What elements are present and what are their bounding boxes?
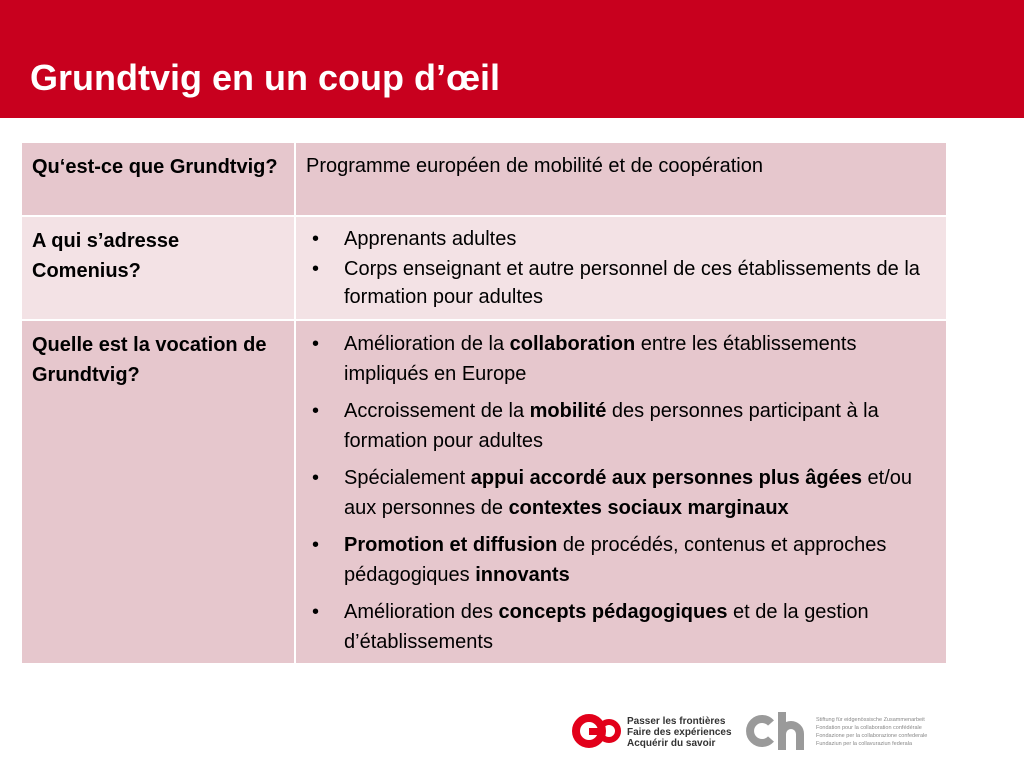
bullet-text: et/ou aux personnes de bbox=[344, 467, 913, 519]
go-tagline-line: Faire des expériences bbox=[627, 727, 732, 738]
bullet-item: • Apprenants adultes bbox=[306, 225, 936, 253]
bullet-emphasis: innovants bbox=[475, 564, 570, 586]
footer-logos bbox=[570, 708, 970, 758]
bullet-list bbox=[306, 225, 936, 311]
go-tagline-line: Passer les frontières bbox=[627, 716, 726, 727]
ch-logo bbox=[744, 708, 808, 754]
bullet-text: Amélioration des bbox=[344, 601, 499, 623]
bullet-emphasis: mobilité bbox=[529, 400, 607, 422]
ch-text-line: Fondazione per la collaborazione confederale bbox=[816, 733, 928, 739]
bullet-text: Amélioration de la bbox=[344, 333, 510, 355]
bullet-item bbox=[306, 597, 936, 657]
answer-cell bbox=[295, 320, 947, 664]
bullet-text: Accroissement de la bbox=[344, 400, 530, 422]
table-row bbox=[21, 320, 947, 664]
bullet-text: des personnes participant à la formation pour adultes bbox=[344, 400, 879, 452]
table-row bbox=[21, 216, 947, 320]
info-table bbox=[20, 141, 948, 665]
bullet-emphasis: contextes sociaux marginaux bbox=[508, 497, 789, 519]
bullet-item bbox=[306, 329, 936, 389]
ch-text-line: Fondation pour la collaboration confédérale bbox=[816, 725, 922, 731]
question-cell: A qui s’adresse Comenius? bbox=[21, 216, 295, 320]
go-tagline bbox=[627, 716, 732, 749]
bullet-text: entre les établissements impliqués en Europe bbox=[344, 333, 857, 385]
bullet-emphasis: concepts pédagogiques bbox=[498, 601, 728, 623]
bullet-list bbox=[306, 329, 936, 657]
answer-cell: Programme européen de mobilité et de coopération bbox=[295, 142, 947, 216]
bullet-item bbox=[306, 396, 936, 456]
bullet-text: Spécialement bbox=[344, 467, 471, 489]
question-cell: Quelle est la vocation de Grundtvig? bbox=[21, 320, 295, 664]
question-cell: Qu‘est-ce que Grundtvig? bbox=[21, 142, 295, 216]
ch-foundation-text bbox=[816, 716, 927, 748]
bullet-text: de procédés, contenus et approches pédagogiques bbox=[344, 534, 887, 586]
slide-title: Grundtvig en un coup d’œil bbox=[30, 57, 500, 98]
answer-cell bbox=[295, 216, 947, 320]
go-tagline-line: Acquérir du savoir bbox=[627, 738, 716, 749]
bullet-item: • Corps enseignant et autre personnel de ces établissements de la formation pour adultes bbox=[306, 255, 936, 311]
bullet-emphasis: appui accordé aux personnes plus âgées bbox=[470, 467, 862, 489]
ch-text-line: Fundaziun per la collavuraziun federala bbox=[816, 741, 913, 747]
table-row bbox=[21, 142, 947, 216]
ch-text-line: Stiftung für eidgenössische Zusammenarbeit bbox=[816, 717, 925, 723]
bullet-emphasis: collaboration bbox=[509, 333, 636, 355]
title-bar bbox=[0, 0, 1024, 118]
bullet-item bbox=[306, 530, 936, 590]
bullet-text: et de la gestion d’établissements bbox=[344, 601, 869, 653]
bullet-item bbox=[306, 463, 936, 523]
go-logo bbox=[570, 712, 622, 750]
bullet-emphasis: Promotion et diffusion bbox=[344, 534, 558, 556]
